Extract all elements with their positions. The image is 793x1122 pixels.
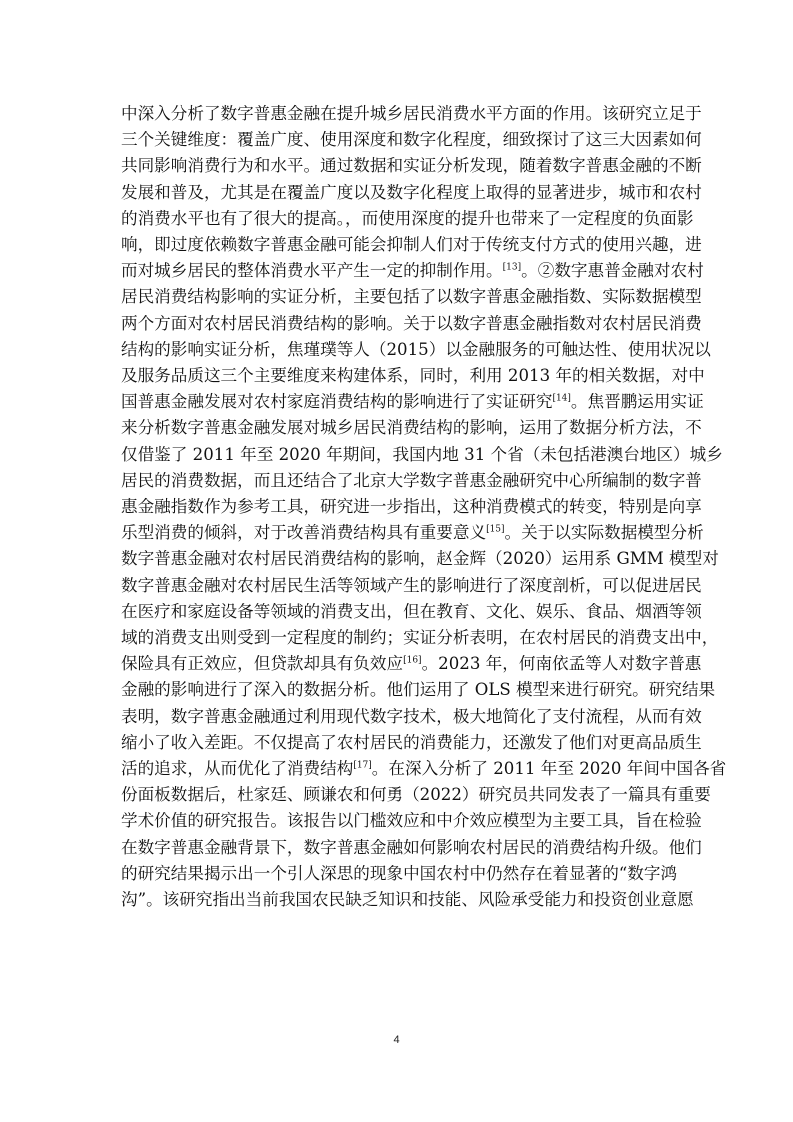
text-run: 中深入分析了数字普惠金融在提升城乡居民消费水平方面的作用。该研究立足于 — [121, 104, 702, 123]
text-run: 学术价值的研究报告。该报告以门槛效应和中介效应模型为主要工具，旨在检验 — [121, 811, 702, 831]
text-line — [121, 520, 704, 546]
text-run: 。在深入分析了 2011 年至 2020 年间中国各省 — [371, 759, 727, 778]
text-line — [121, 468, 702, 494]
text-run: 在数字普惠金融背景下，数字普惠金融如何影响农村居民的消费结构升级。他们 — [121, 837, 702, 857]
text-run: 域的消费支出则受到一定程度的制约；实证分析表明，在农村居民的消费支出中， — [121, 628, 719, 647]
text-run: 份面板数据后，杜家廷、顾谦农和何勇（2022）研究员共同发表了一篇具有重要 — [121, 785, 711, 805]
text-line — [121, 389, 704, 415]
text-line — [121, 415, 702, 441]
text-run: 乐型消费的倾斜，对于改善消费结构具有重要意义 — [121, 523, 487, 543]
text-run: 结构的影响实证分析，焦瑾璞等人（2015）以金融服务的可触达性、使用状况以 — [121, 339, 711, 359]
text-run: 在医疗和家庭设备等领域的消费支出，但在教育、文化、娱乐、食品、烟酒等领 — [121, 601, 702, 621]
text-line — [121, 101, 702, 127]
text-line — [121, 442, 723, 468]
text-line — [121, 363, 705, 389]
text-line — [121, 153, 702, 179]
text-line — [121, 337, 711, 363]
text-run: 表明，数字普惠金融通过利用现代数字技术，极大地简化了支付流程，从而有效 — [121, 706, 702, 726]
text-line — [121, 625, 719, 651]
text-line — [121, 704, 702, 730]
text-run: 共同影响消费行为和水平。通过数据和实证分析发现，随着数字普惠金融的不断 — [121, 156, 702, 176]
text-run: 而对城乡居民的整体消费水平产生一定的抑制作用。 — [121, 261, 503, 281]
citation-ref: [14] — [552, 393, 571, 404]
text-run: 两个方面对农村居民消费结构的影响。关于以数字普惠金融指数对农村居民消费 — [121, 313, 702, 333]
text-run: 发展和普及，尤其是在覆盖广度以及数字化程度上取得的显著进步，城市和农村 — [121, 182, 702, 202]
text-line — [121, 861, 678, 887]
text-line — [121, 599, 702, 625]
text-run: 响，即过度依赖数字普惠金融可能会抑制人们对于传统支付方式的使用兴趣，进 — [121, 235, 702, 254]
text-run: 金融的影响进行了深入的数据分析。他们运用了 OLS 模型来进行研究。研究结果 — [121, 680, 716, 700]
text-run: 活的追求，从而优化了消费结构 — [121, 759, 354, 778]
text-run: 来分析数字普惠金融发展对城乡居民消费结构的影响，运用了数据分析方法，不 — [121, 418, 702, 438]
text-line — [121, 808, 702, 834]
text-line — [121, 835, 702, 861]
text-run: 。关于以实际数据模型分析 — [504, 523, 704, 543]
text-run: 惠金融指数作为参考工具，研究进一步指出，这种消费模式的转变，特别是向享 — [121, 497, 702, 516]
text-line — [121, 651, 702, 677]
text-line — [121, 756, 727, 782]
text-run: 保险具有正效应，但贷款却具有负效应 — [121, 654, 404, 674]
text-line — [121, 206, 694, 232]
text-run: 国普惠金融发展对农村家庭消费结构的影响进行了实证研究 — [121, 392, 553, 412]
text-line — [121, 730, 702, 756]
text-line — [121, 258, 704, 284]
citation-ref: [13] — [502, 262, 522, 273]
text-run: 。2023 年，何南依孟等人对数字普惠 — [421, 654, 702, 674]
text-run: 居民消费结构影响的实证分析，主要包括了以数字普惠金融指数、实际数据模型 — [121, 287, 702, 307]
text-line — [121, 494, 702, 520]
text-line — [121, 677, 716, 703]
text-run: 。焦晋鹏运用实证 — [570, 392, 704, 412]
text-line — [121, 232, 702, 258]
citation-ref: [17] — [353, 760, 372, 771]
text-run: 数字普惠金融对农村居民生活等领域产生的影响进行了深度剖析，可以促进居民 — [121, 575, 702, 595]
page-number: 4 — [393, 1034, 400, 1046]
text-line — [121, 887, 694, 913]
text-line — [121, 284, 702, 310]
text-run: 及服务品质这三个主要维度来构建体系，同时，利用 2013 年的相关数据，对中 — [121, 366, 705, 385]
citation-ref: [16] — [403, 655, 422, 666]
text-line — [121, 180, 702, 206]
text-line — [121, 311, 702, 337]
text-run: 。②数字惠普金融对农村 — [521, 261, 704, 281]
text-run: 缩小了收入差距。不仅提高了农村居民的消费能力，还激发了他们对更高品质生 — [121, 732, 702, 752]
text-line — [121, 546, 719, 572]
text-line — [121, 782, 711, 808]
text-run: 仅借鉴了 2011 年至 2020 年期间，我国内地 31 个省（未包括港澳台地区）城乡 — [121, 444, 723, 464]
citation-ref: [15] — [486, 524, 505, 535]
text-run: 居民的消费数据，而且还结合了北京大学数字普惠金融研究中心所编制的数字普 — [121, 470, 702, 490]
text-run: 数字普惠金融对农村居民消费结构的影响，赵金辉（2020）运用系 GMM 模型对 — [121, 549, 719, 569]
text-run: 的消费水平也有了很大的提高。，而使用深度的提升也带来了一定程度的负面影 — [121, 208, 694, 228]
text-run: 三个关键维度：覆盖广度、使用深度和数字化程度，细致探讨了这三大因素如何 — [121, 130, 702, 150]
text-line — [121, 573, 702, 599]
text-run: 的研究结果揭示出一个引人深思的现象中国农村中仍然存在着显著的“数字鸿 — [121, 863, 678, 883]
text-line — [121, 127, 702, 153]
text-run: 沟”。该研究指出当前我国农民缺乏知识和技能、风险承受能力和投资创业意愿 — [121, 890, 694, 909]
